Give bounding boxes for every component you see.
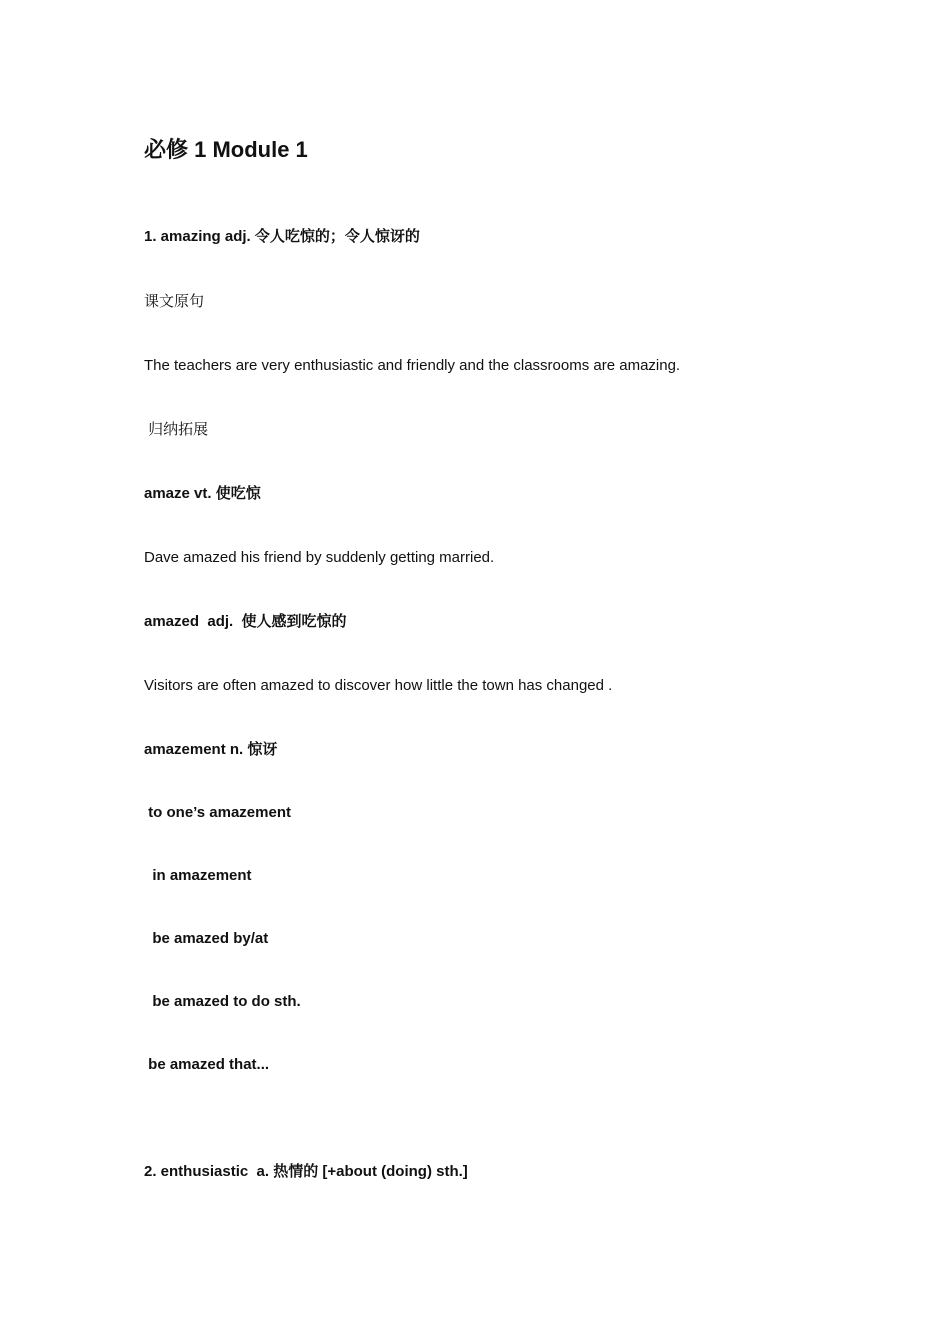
phrase-item: be amazed to do sth. <box>144 993 301 1010</box>
page-title: 必修 1 Module 1 <box>144 137 308 162</box>
example-sentence: Visitors are often amazed to discover how little the town has changed . <box>144 677 613 694</box>
vocab-heading-enthusiastic: 2. enthusiastic a. 热情的 [+about (doing) sth.] <box>144 1163 468 1180</box>
section-label-original-sentence: 课文原句 <box>144 293 205 310</box>
phrase-item: be amazed by/at <box>144 930 269 947</box>
phrase-item: to one’s amazement <box>144 804 291 821</box>
phrase-item: in amazement <box>144 867 252 884</box>
vocab-entry-amazement: amazement n. 惊讶 <box>144 741 278 758</box>
vocab-heading-amazing: 1. amazing adj. 令人吃惊的；令人惊讶的 <box>144 228 420 245</box>
section-label-expansion: 归纳拓展 <box>144 421 209 438</box>
example-sentence: Dave amazed his friend by suddenly getting married. <box>144 549 495 566</box>
phrase-item: be amazed that... <box>144 1056 270 1073</box>
vocab-entry-amazed: amazed adj. 使人感到吃惊的 <box>144 613 347 630</box>
example-sentence: The teachers are very enthusiastic and friendly and the classrooms are amazing. <box>144 357 681 374</box>
vocab-entry-amaze: amaze vt. 使吃惊 <box>144 485 261 502</box>
